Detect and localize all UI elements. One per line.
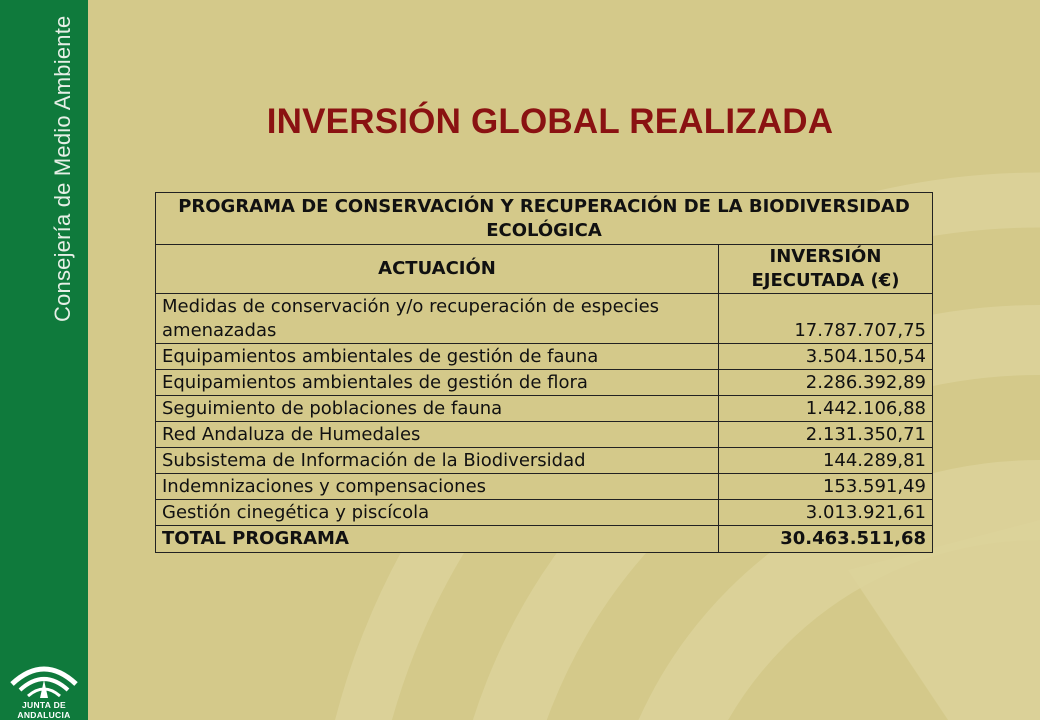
table-row xyxy=(156,294,933,344)
row-label: Equipamientos ambientales de gestión de fauna xyxy=(156,344,719,370)
organization-name: Consejería de Medio Ambiente xyxy=(50,15,75,322)
table-row xyxy=(156,422,933,448)
total-row xyxy=(156,526,933,553)
row-value: 153.591,49 xyxy=(719,474,933,500)
row-label: Red Andaluza de Humedales xyxy=(156,422,719,448)
row-value: 3.504.150,54 xyxy=(719,344,933,370)
program-header-row xyxy=(156,193,933,245)
row-label: Indemnizaciones y compensaciones xyxy=(156,474,719,500)
column-header-row xyxy=(156,245,933,294)
row-label: Subsistema de Información de la Biodiversidad xyxy=(156,448,719,474)
row-label: Equipamientos ambientales de gestión de flora xyxy=(156,370,719,396)
table-row xyxy=(156,500,933,526)
row-value: 17.787.707,75 xyxy=(719,294,933,344)
investment-table xyxy=(155,192,933,553)
logo-caption: JUNTA DE ANDALUCIA xyxy=(17,700,71,720)
table-row xyxy=(156,448,933,474)
table-row xyxy=(156,344,933,370)
total-label: TOTAL PROGRAMA xyxy=(156,526,719,553)
row-label: Gestión cinegética y piscícola xyxy=(156,500,719,526)
column-header-investment: INVERSIÓN EJECUTADA (€) xyxy=(719,245,933,294)
row-value: 2.286.392,89 xyxy=(719,370,933,396)
table-row xyxy=(156,396,933,422)
row-value: 3.013.921,61 xyxy=(719,500,933,526)
table-row xyxy=(156,370,933,396)
page-title: INVERSIÓN GLOBAL REALIZADA xyxy=(266,102,834,141)
row-value: 2.131.350,71 xyxy=(719,422,933,448)
row-value: 1.442.106,88 xyxy=(719,396,933,422)
table-row xyxy=(156,474,933,500)
sidebar xyxy=(0,0,88,720)
column-header-action: ACTUACIÓN xyxy=(156,245,719,294)
row-label: Seguimiento de poblaciones de fauna xyxy=(156,396,719,422)
program-title: PROGRAMA DE CONSERVACIÓN Y RECUPERACIÓN DE LA BIODIVERSIDAD ECOLÓGICA xyxy=(156,193,933,245)
row-label: Medidas de conservación y/o recuperación de especies amenazadas xyxy=(156,294,719,344)
total-value: 30.463.511,68 xyxy=(719,526,933,553)
row-value: 144.289,81 xyxy=(719,448,933,474)
